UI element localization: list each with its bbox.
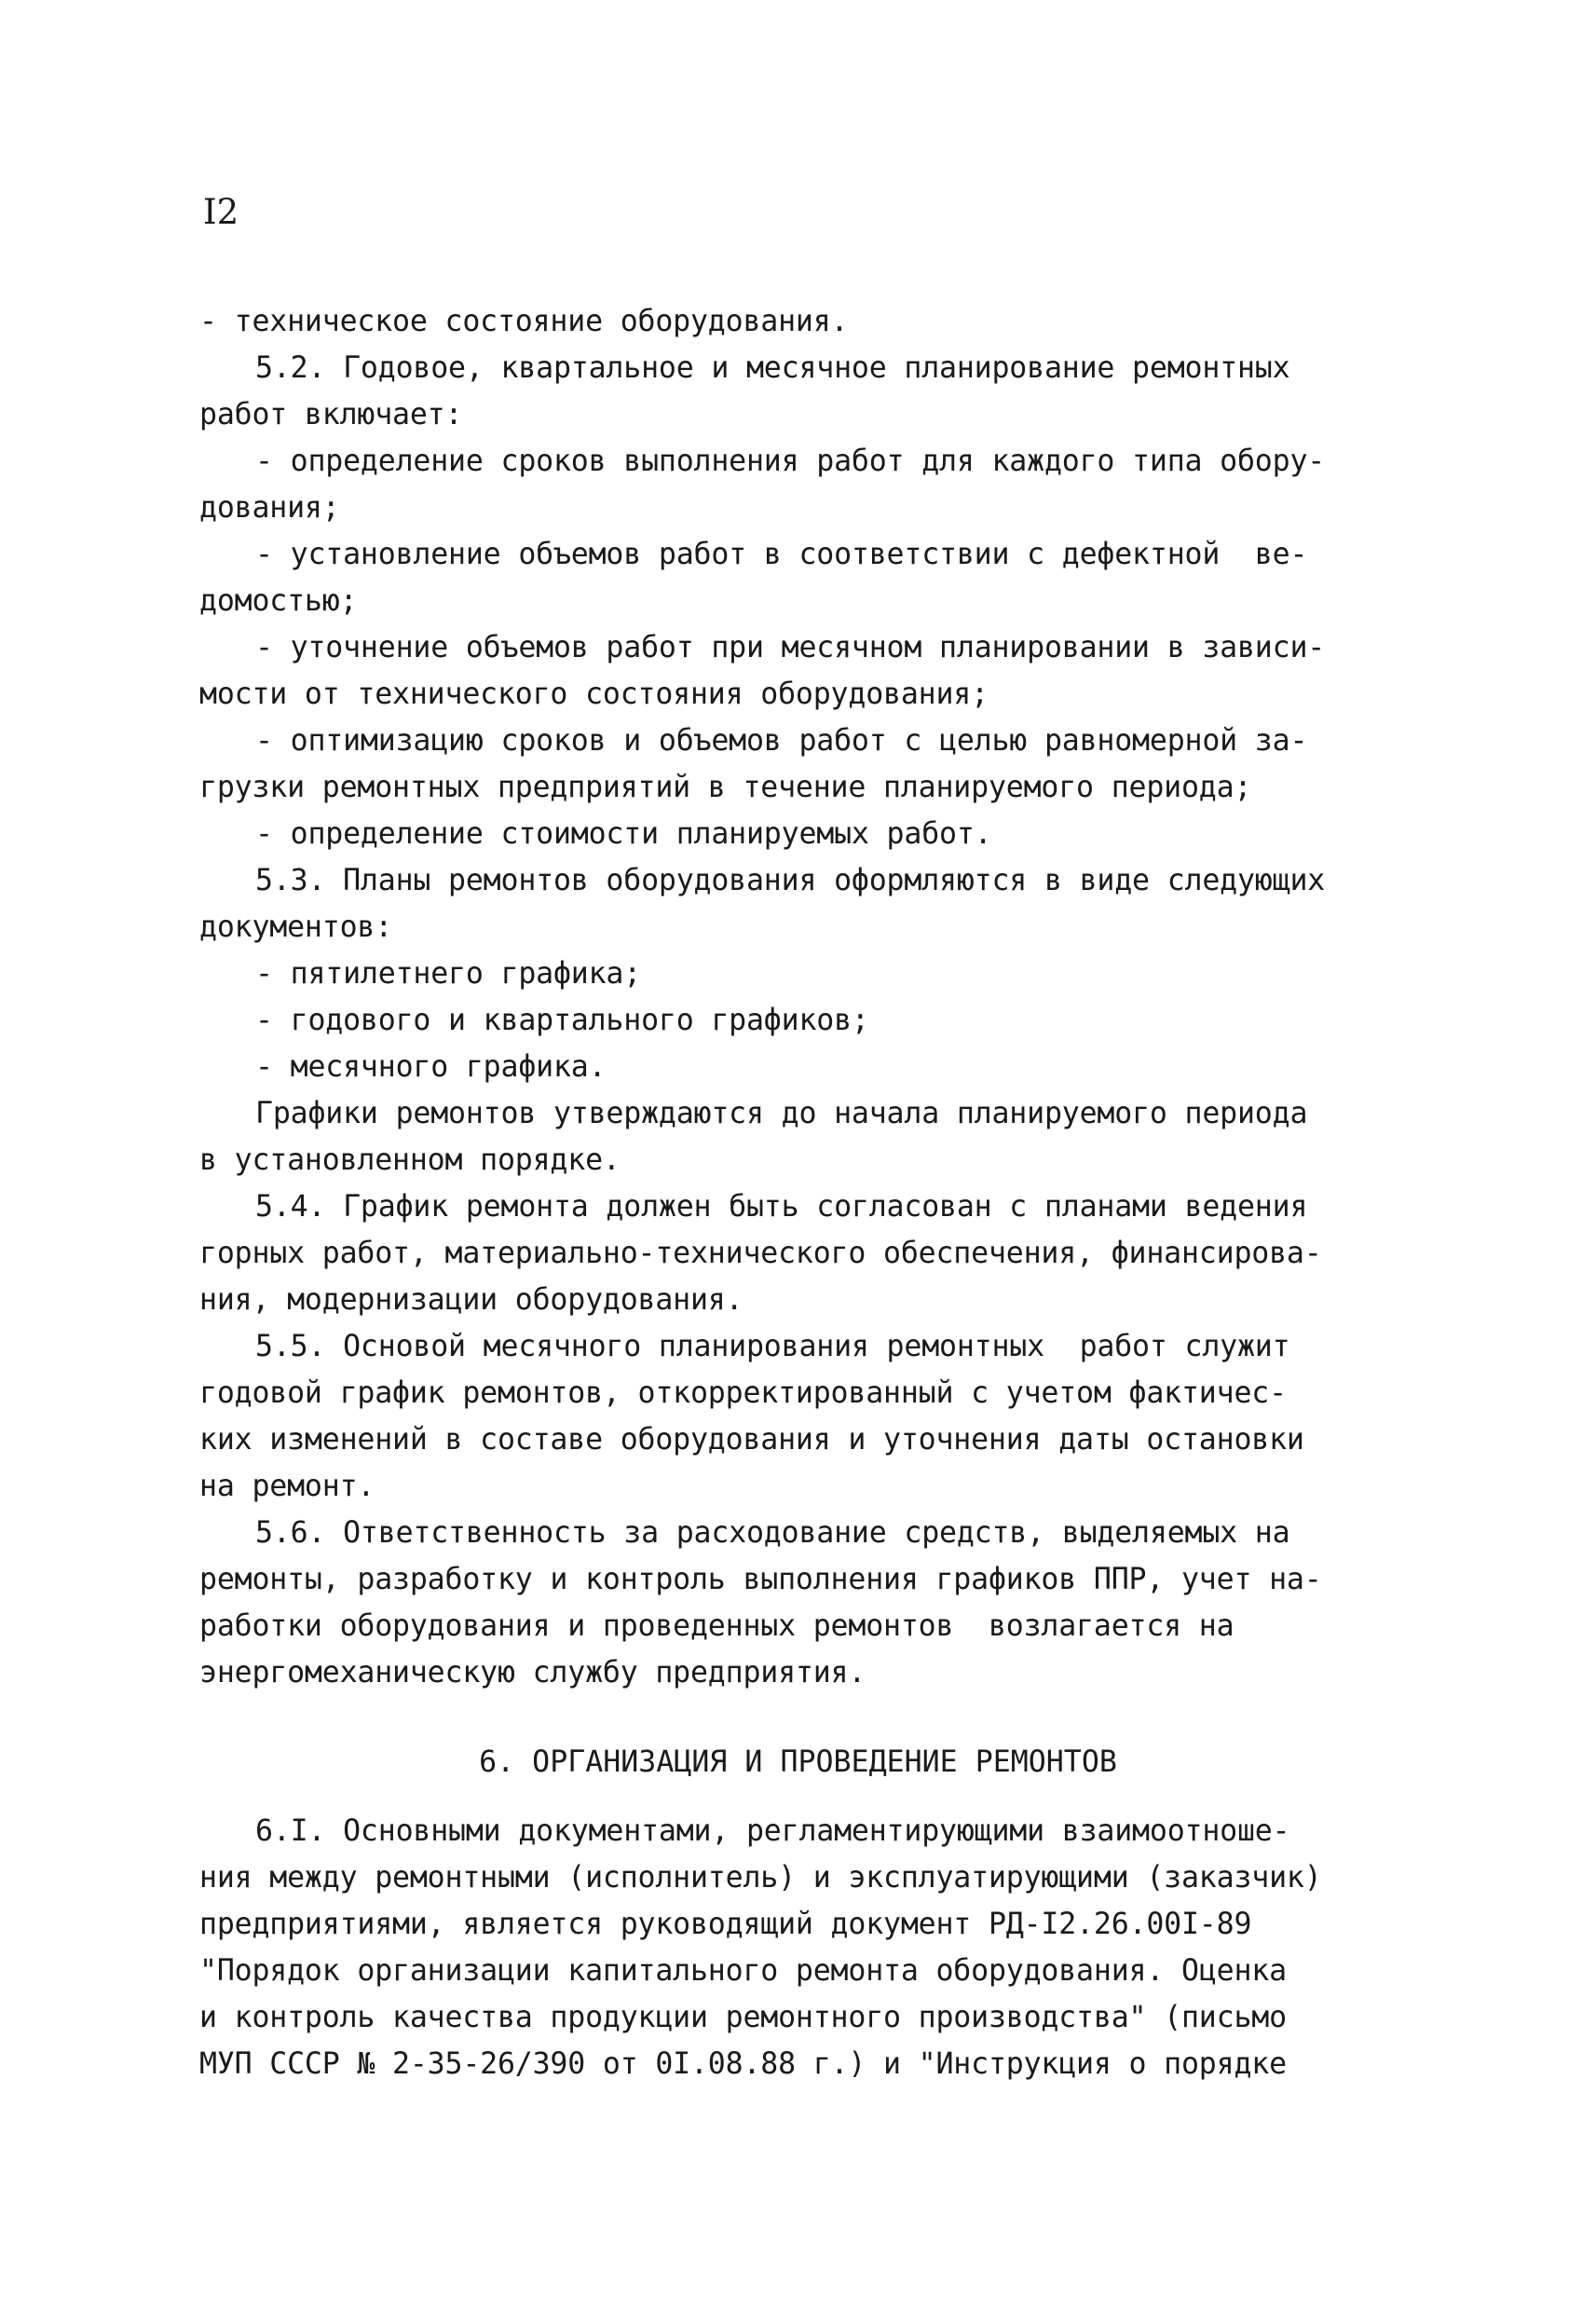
- text-line: - месячного графика.: [255, 1050, 607, 1084]
- page-number: I2: [203, 192, 239, 232]
- text-line: энергомеханическую службу предприятия.: [199, 1656, 866, 1690]
- text-line: 5.4. График ремонта должен быть согласован с планами ведения: [255, 1190, 1308, 1224]
- text-line: домостью;: [199, 584, 358, 618]
- text-line: Графики ремонтов утверждаются до начала планируемого периода: [255, 1097, 1308, 1130]
- text-line: мости от технического состояния оборудования;: [199, 677, 989, 711]
- text-line: работки оборудования и проведенных ремонтов возлагается на: [199, 1609, 1235, 1643]
- text-line: 5.6. Ответственность за расходование средств, выделяемых на: [255, 1516, 1290, 1550]
- text-line: горных работ, материально-технического обеспечения, финансирова-: [199, 1237, 1322, 1270]
- text-line: "Порядок организации капитального ремонта оборудования. Оценка: [199, 1954, 1287, 1988]
- text-line: на ремонт.: [199, 1470, 375, 1503]
- text-line: - пятилетнего графика;: [255, 957, 642, 991]
- text-line: 5.3. Планы ремонтов оборудования оформляются в виде следующих: [255, 864, 1326, 897]
- text-line: в установленном порядке.: [199, 1143, 621, 1177]
- text-line: и контроль качества продукции ремонтного производства" (письмо: [199, 2001, 1287, 2034]
- text-line: дования;: [199, 491, 340, 525]
- text-line: ния между ремонтными (исполнитель) и эксплуатирующими (заказчик): [199, 1861, 1322, 1895]
- text-line: - уточнение объемов работ при месячном планировании в зависи-: [255, 631, 1326, 664]
- section-heading: 6. ОРГАНИЗАЦИЯ И ПРОВЕДЕНИЕ РЕМОНТОВ: [479, 1745, 1117, 1779]
- text-line: работ включает:: [199, 398, 463, 431]
- text-line: - установление объемов работ в соответствии с дефектной ве-: [255, 538, 1308, 571]
- text-line: ремонты, разработку и контроль выполнения графиков ППР, учет на-: [199, 1563, 1322, 1596]
- text-line: 5.5. Основой месячного планирования ремонтных работ служит: [255, 1330, 1290, 1363]
- text-line: 6.I. Основными документами, регламентирующими взаимоотноше-: [255, 1814, 1290, 1848]
- text-line: предприятиями, является руководящий документ РД-I2.26.00I-89: [199, 1908, 1252, 1941]
- text-line: документов:: [199, 910, 393, 944]
- text-line: грузки ремонтных предприятий в течение планируемого периода;: [199, 771, 1252, 804]
- text-line: - определение сроков выполнения работ для каждого типа обору-: [255, 445, 1326, 478]
- text-line: годовой график ремонтов, откорректированный с учетом фактичес-: [199, 1376, 1287, 1410]
- text-line: 5.2. Годовое, квартальное и месячное планирование ремонтных: [255, 351, 1290, 385]
- text-line: - техническое состояние оборудования.: [199, 305, 849, 338]
- text-line: - годового и квартального графиков;: [255, 1004, 869, 1037]
- text-line: - определение стоимости планируемых работ.: [255, 817, 992, 851]
- text-line: - оптимизацию сроков и объемов работ с целью равномерной за-: [255, 724, 1308, 758]
- text-line: ких изменений в составе оборудования и уточнения даты остановки: [199, 1423, 1304, 1457]
- text-line: МУП СССР № 2-35-26/390 от 0I.08.88 г.) и "Инструкция о порядке: [199, 2047, 1287, 2081]
- text-line: ния, модернизации оборудования.: [199, 1283, 743, 1317]
